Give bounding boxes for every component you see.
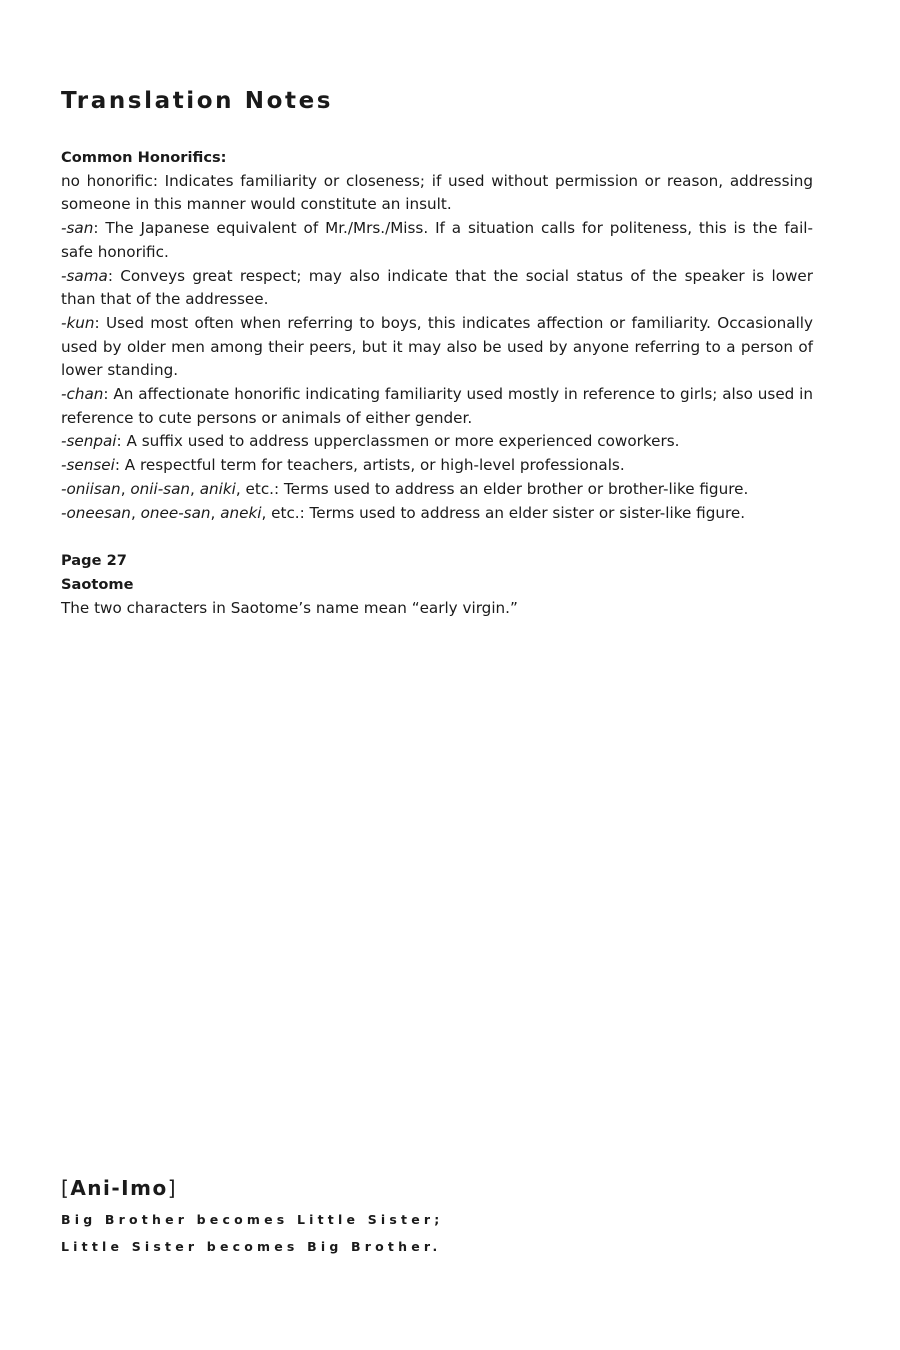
honorific-term: -sensei xyxy=(61,456,115,475)
series-footer xyxy=(61,1176,443,1260)
honorific-item xyxy=(61,265,813,312)
honorific-term: -chan xyxy=(61,385,104,404)
honorifics-heading: Common Honorifics: xyxy=(61,149,227,166)
honorific-term: -sama xyxy=(61,266,108,285)
honorific-desc: : Used most often when referring to boys, this indicates affection or familiarity. Occasionally used by older men among their peers, but it may also be used by anyone referring to a person of lower standing. xyxy=(61,313,813,380)
honorific-item xyxy=(61,454,813,478)
honorific-desc: : A respectful term for teachers, artists, or high-level professionals. xyxy=(114,456,625,475)
honorific-desc: : Conveys great respect; may also indicate that the social status of the speaker is lower than that of the addressee. xyxy=(61,266,813,309)
honorific-item xyxy=(61,312,813,383)
page-title: Translation Notes xyxy=(61,88,334,114)
bracket-close: ] xyxy=(167,1176,178,1200)
separator: , xyxy=(190,479,200,498)
honorific-term: no honorific xyxy=(61,171,153,190)
note-text: The two characters in Saotome’s name mean “early virgin.” xyxy=(61,598,518,617)
honorific-term: aniki xyxy=(199,479,236,498)
spacer xyxy=(61,525,813,549)
honorific-item xyxy=(61,217,813,264)
separator: , xyxy=(120,479,131,498)
honorific-term: aneki xyxy=(220,503,262,522)
note-term: Saotome xyxy=(61,575,134,593)
honorific-term: -senpai xyxy=(61,432,117,451)
bracket-open: [ xyxy=(61,1176,71,1200)
tagline-line-2: Little Sister becomes Big Brother. xyxy=(61,1239,442,1254)
honorific-desc: , etc.: Terms used to address an elder sister or sister-like figure. xyxy=(261,503,746,522)
honorific-desc: : Indicates familiarity or closeness; if used without permission or reason, addressing someone in this manner would constitute an insult. xyxy=(61,171,813,214)
honorific-desc: : A suffix used to address upperclassmen or more experienced coworkers. xyxy=(116,432,680,451)
tagline-line-1: Big Brother becomes Little Sister; xyxy=(61,1212,444,1227)
honorific-item-sister xyxy=(61,502,813,526)
series-title xyxy=(61,1176,443,1200)
honorific-desc: , etc.: Terms used to address an elder brother or brother-like figure. xyxy=(235,479,749,498)
honorific-term: onee-san xyxy=(140,503,211,522)
note-page: Page 27 xyxy=(61,552,127,570)
separator: , xyxy=(130,503,141,522)
series-name: Ani-Imo xyxy=(70,1176,168,1200)
honorific-desc: : An affectionate honorific indicating familiarity used mostly in reference to girls; also used in reference to cute persons or animals of either gender. xyxy=(61,385,813,427)
honorific-term: onii-san xyxy=(130,479,191,498)
honorific-item xyxy=(61,430,813,454)
honorific-term: -san xyxy=(61,219,94,238)
translation-notes xyxy=(61,146,813,620)
honorific-item xyxy=(61,383,813,430)
honorific-term: -kun xyxy=(61,313,95,332)
honorific-item xyxy=(61,170,813,217)
honorific-term: -oneesan xyxy=(61,503,131,522)
honorific-item-brother xyxy=(61,478,813,502)
honorific-desc: : The Japanese equivalent of Mr./Mrs./Miss. If a situation calls for politeness, this is the fail-safe honorific. xyxy=(61,219,813,261)
honorific-term: -oniisan xyxy=(61,479,121,498)
separator: , xyxy=(210,503,221,522)
